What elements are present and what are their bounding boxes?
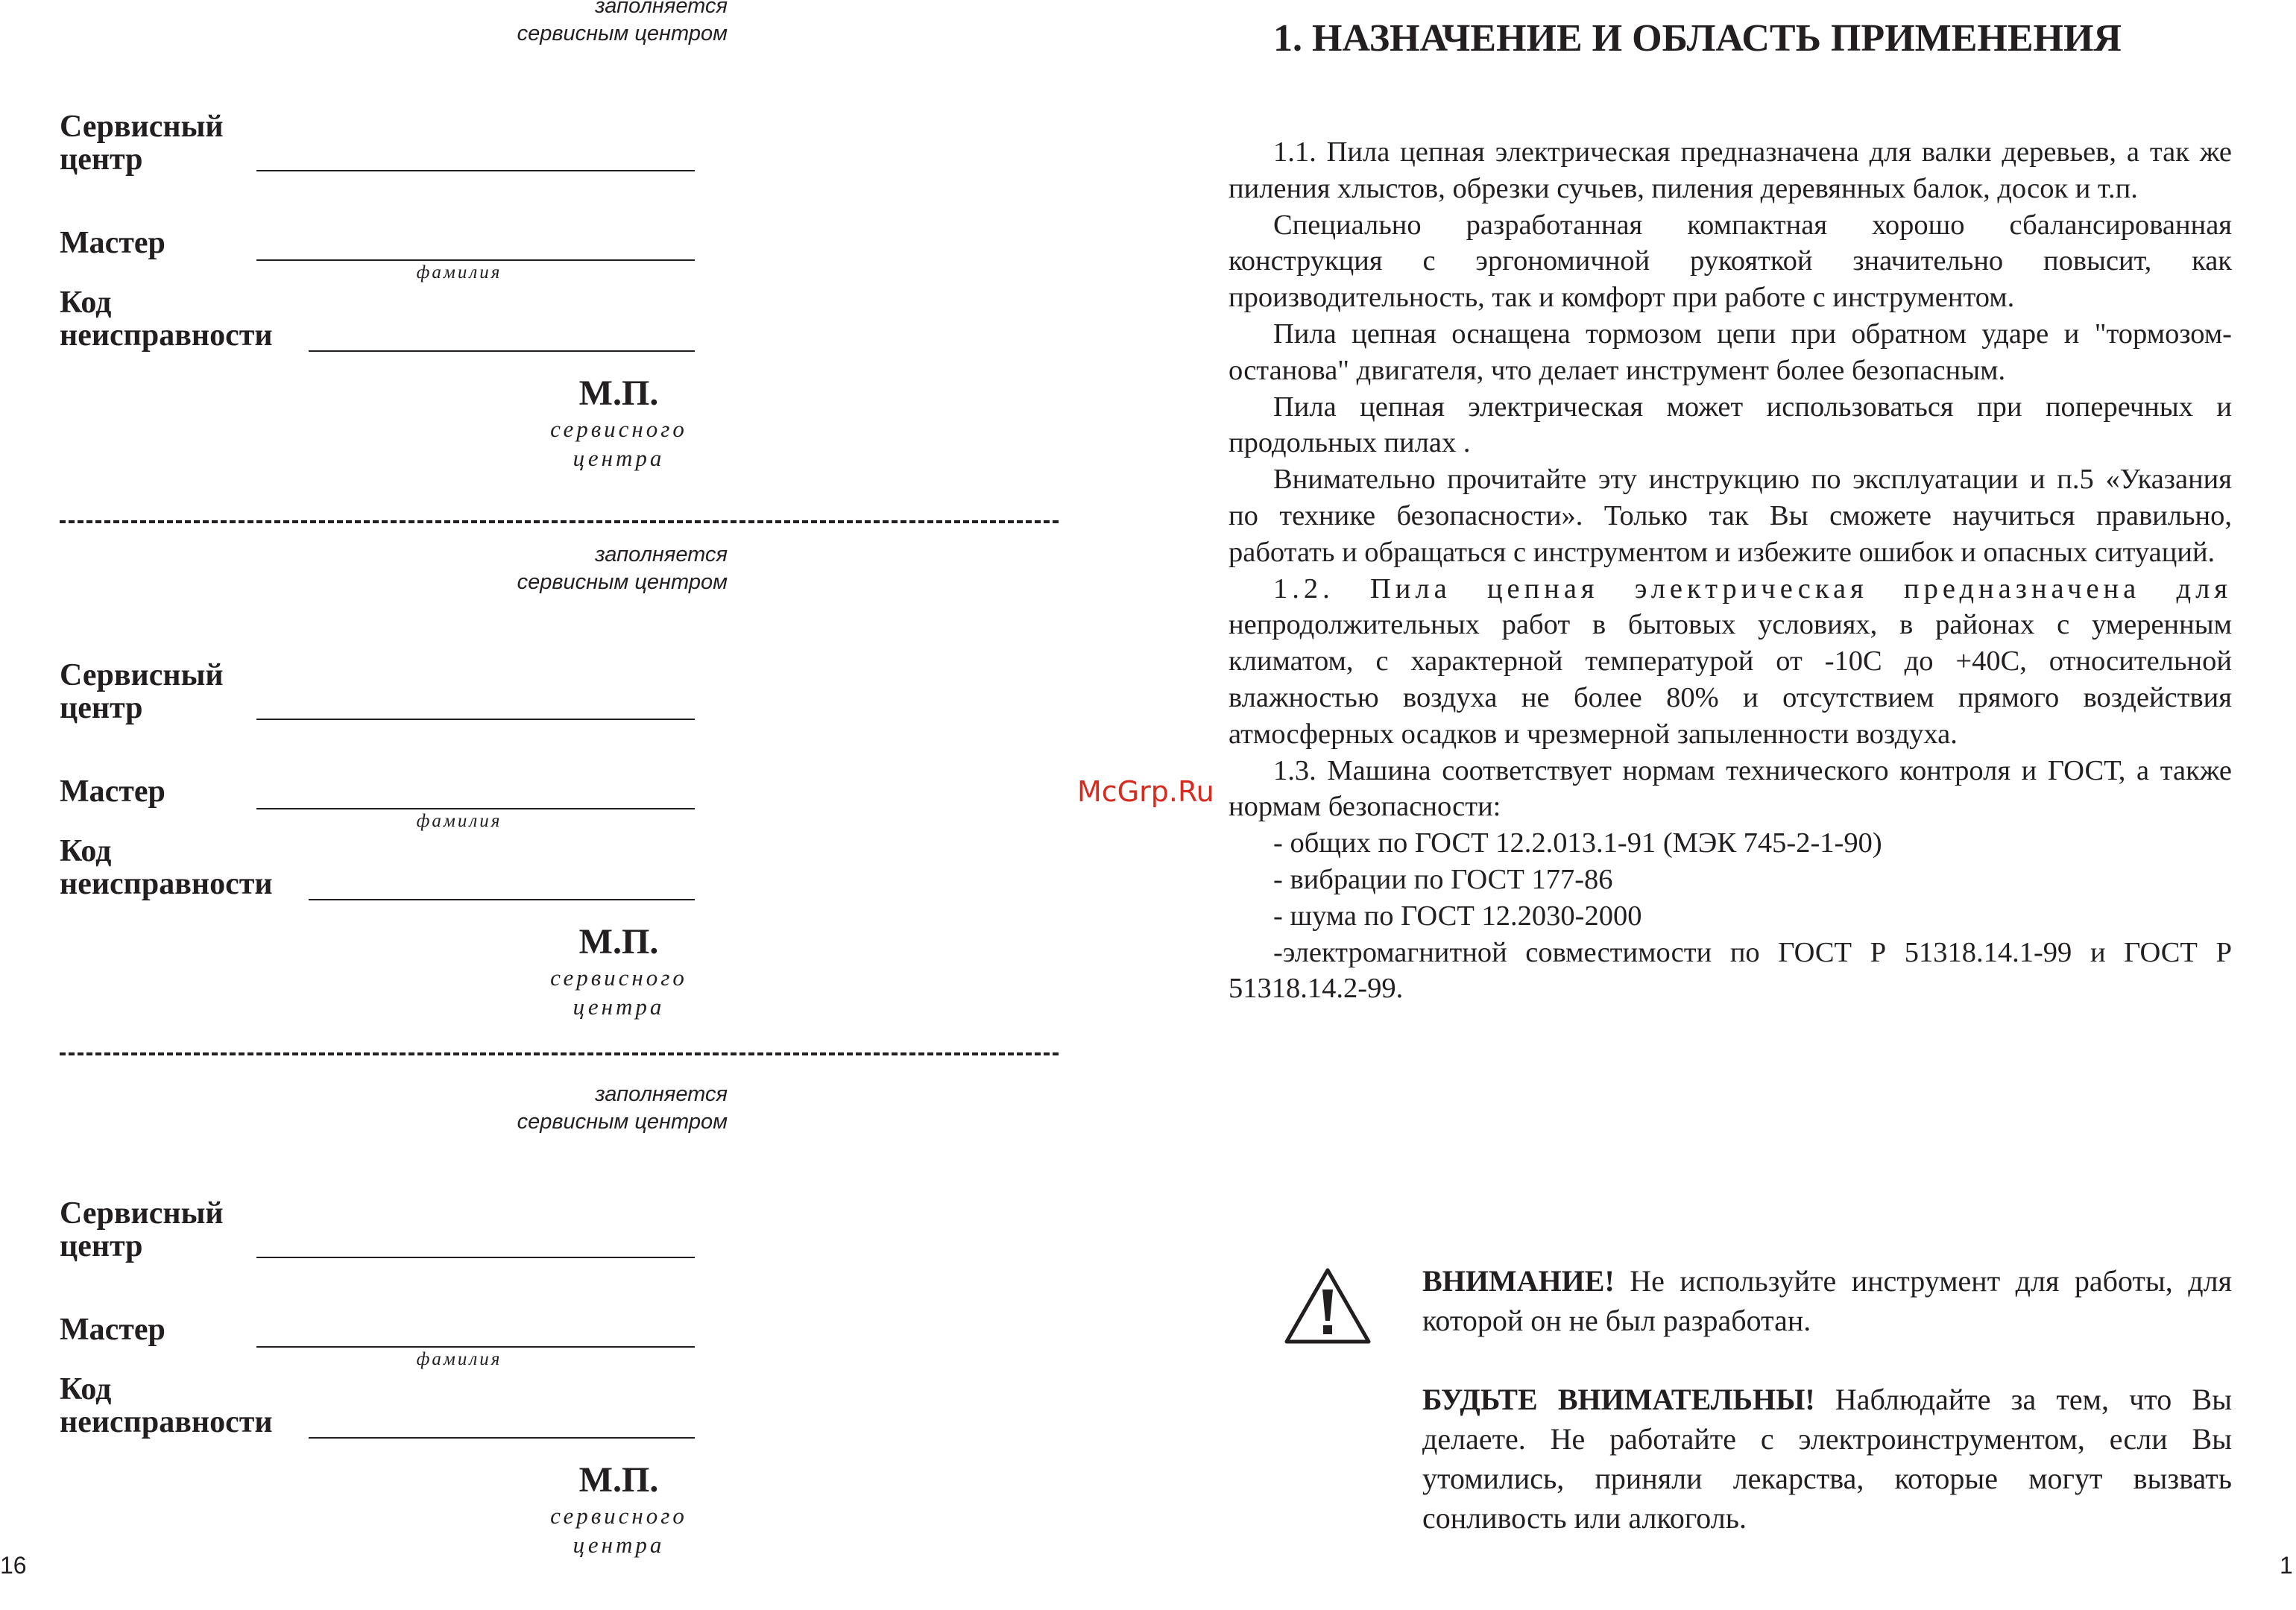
fault-code-label: Код неисправности [60,1372,273,1439]
fault-code-field[interactable] [309,899,695,900]
master-label: Мастер [60,1313,165,1347]
master-field[interactable] [256,259,695,261]
warning-2 [1422,1380,2232,1538]
service-center-field[interactable] [256,170,695,171]
fault-code-label: Код неисправности [60,834,273,901]
surname-caption: фамилия [416,811,502,831]
paragraph-design: Специально разработанная компактная хорошо сбалансированная конструкция с эргономичной рукояткой значительно повысит, как производительность, так и комфорт при работе с инструментом. [1229,209,2232,314]
page-number-left: 16 [0,1552,27,1579]
filled-by-note: заполняется сервисным центром [517,0,728,45]
coupon-1 [0,0,1073,522]
standard-item: -электромагнитной совместимости по ГОСТ Р 51318.14.1-99 и ГОСТ Р 51318.14.2-99. [1229,936,2232,1005]
filled-by-note: заполняется сервисным центром [517,1082,728,1134]
warning-block [1422,1261,2232,1538]
surname-caption: фамилия [416,262,502,282]
fault-code-field[interactable] [309,1437,695,1439]
page-number-right: 1 [2280,1552,2293,1579]
section-heading: 1. НАЗНАЧЕНИЕ И ОБЛАСТЬ ПРИМЕНЕНИЯ [1273,17,2122,60]
service-center-label: Сервисный центр [60,1196,224,1263]
paragraph-brake: Пила цепная оснащена тормозом цепи при обратном ударе и "тормозом-останова" двигателя, что делает инструмент более безопасным. [1229,318,2232,386]
warning-1 [1422,1261,2232,1340]
stamp-label: М.П. [578,922,659,962]
service-center-label: Сервисный центр [60,658,224,725]
standard-item: - шума по ГОСТ 12.2030-2000 [1273,900,1642,932]
paragraph-1-2-body: непродолжительных работ в бытовых условиях, в районах с умеренным климатом, с характерной температурой от -10С до +40С, относительной влажностью воздуха не более 80% и отсутствием прямого воздействия атмосферных осадков и чрезмерной запыленности воздуха. [1229,609,2232,750]
paragraph-cuts: Пила цепная электрическая может использоваться при поперечных и продольных пилах . [1229,391,2232,459]
section-body [1229,134,2232,1007]
service-center-label: Сервисный центр [60,110,224,177]
surname-caption: фамилия [416,1349,502,1369]
stamp-caption: сервисного центра [550,965,687,1020]
coupon-2 [0,528,1073,1072]
stamp-caption: сервисного центра [550,416,687,471]
warning-2-title: БУДЬТЕ ВНИМАТЕЛЬНЫ! [1422,1383,1815,1416]
stamp-caption: сервисного центра [550,1503,687,1558]
service-center-field[interactable] [256,1257,695,1258]
warning-1-title: ВНИМАНИЕ! [1422,1264,1615,1298]
cut-line-1 [60,520,1059,523]
filled-by-note: заполняется сервисным центром [517,543,728,594]
fault-code-label: Код неисправности [60,285,273,353]
cut-line-2 [60,1052,1059,1055]
warning-spacer [1422,1340,2232,1380]
stamp-label: М.П. [578,1460,659,1500]
warning-triangle-icon [1284,1267,1372,1345]
master-label: Мастер [60,774,165,809]
master-field[interactable] [256,1346,695,1348]
paragraph-1-3: 1.3. Машина соответствует нормам технического контроля и ГОСТ, а также нормам безопасности: [1229,754,2232,823]
watermark: McGrp.Ru [1077,775,1214,808]
service-center-field[interactable] [256,719,695,720]
master-field[interactable] [256,808,695,809]
fault-code-field[interactable] [309,350,695,352]
standard-item: - общих по ГОСТ 12.2.013.1-91 (МЭК 745-2-1-90) [1273,827,1882,859]
warning-2-text: Наблюдайте за тем, что Вы делаете. Не работайте с электроинструментом, если Вы утомились, приняли лекарства, которые могут вызвать сонливость или алкоголь. [1422,1383,2232,1535]
paragraph-1-1: 1.1. Пила цепная электрическая предназначена для валки деревьев, а так же пиления хлыстов, обрезки сучьев, пиления деревянных балок, досок и т.п. [1229,136,2232,204]
warning-1-text: Не используйте инструмент для работы, для которой он не был разработан. [1422,1264,2232,1337]
coupon-3 [0,1066,1073,1610]
paragraph-read-manual: Внимательно прочитайте эту инструкцию по эксплуатации и п.5 «Указания по технике безопасности». Только так Вы сможете научиться правильно, работать и обращаться с инструментом и избежите ошибок и опасных ситуаций. [1229,464,2232,568]
paragraph-1-2-lead: 1.2. Пила цепная электрическая предназначена для [1273,572,2232,604]
master-label: Мастер [60,226,165,260]
stamp-label: М.П. [578,373,659,413]
standard-item: - вибрации по ГОСТ 177-86 [1273,863,1613,895]
